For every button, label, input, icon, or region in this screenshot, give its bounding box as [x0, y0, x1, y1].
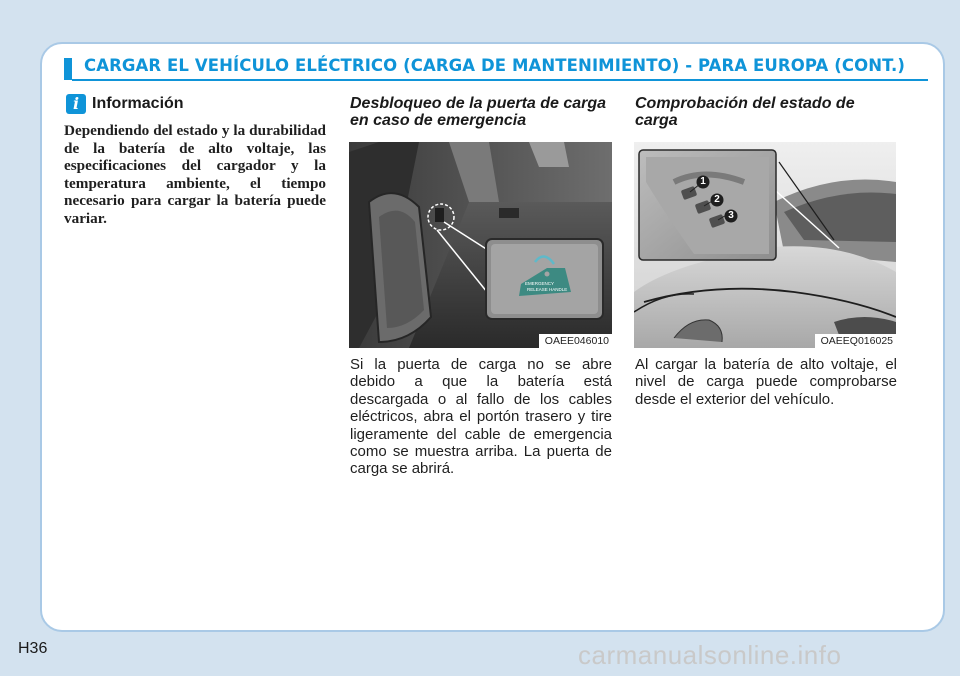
title-accent-bar [64, 58, 72, 80]
indicator-label-3: 3 [728, 210, 734, 221]
watermark-text: carmanualsonline.info [578, 640, 842, 670]
charge-indicator-figure [634, 142, 896, 348]
car-front-illustration [634, 142, 896, 348]
page-number: H36 [18, 640, 48, 657]
status-section-body: Al cargar la batería de alto voltaje, el nivel de carga puede comprobarse desde el exterior del vehículo. [635, 356, 897, 408]
status-section-heading: Comprobación del estado de carga [635, 95, 855, 129]
info-icon: i [66, 94, 86, 114]
page-title: CARGAR EL VEHÍCULO ELÉCTRICO (CARGA DE MANTENIMIENTO) - PARA EUROPA (CONT.) [84, 56, 905, 75]
trunk-emergency-release-figure [349, 142, 612, 348]
svg-text:RELEASE HANDLE: RELEASE HANDLE [527, 287, 568, 292]
title-underline [72, 79, 928, 81]
figure-code-status: OAEEQ016025 [815, 334, 896, 348]
info-heading: Información [92, 95, 184, 112]
unlock-section-heading: Desbloqueo de la puerta de carga en caso de emergencia [350, 95, 607, 129]
svg-text:EMERGENCY: EMERGENCY [525, 281, 555, 286]
trunk-interior-illustration [349, 142, 612, 348]
indicator-label-1: 1 [700, 176, 706, 187]
figure-code-unlock: OAEE046010 [539, 334, 612, 348]
info-body-text: Dependiendo del estado y la durabilidad de la batería de alto voltaje, las especificaciones del cargador y la temperatura ambiente, el tiempo necesario para cargar la batería puede variar. [64, 122, 326, 227]
indicator-label-2: 2 [714, 194, 720, 205]
unlock-section-body: Si la puerta de carga no se abre debido a que la batería está descargada o al fallo de los cables eléctricos, abra el portón trasero y tire ligeramente del cable de emergencia como se muestra arriba. La puerta de carga se abrirá. [350, 356, 612, 478]
